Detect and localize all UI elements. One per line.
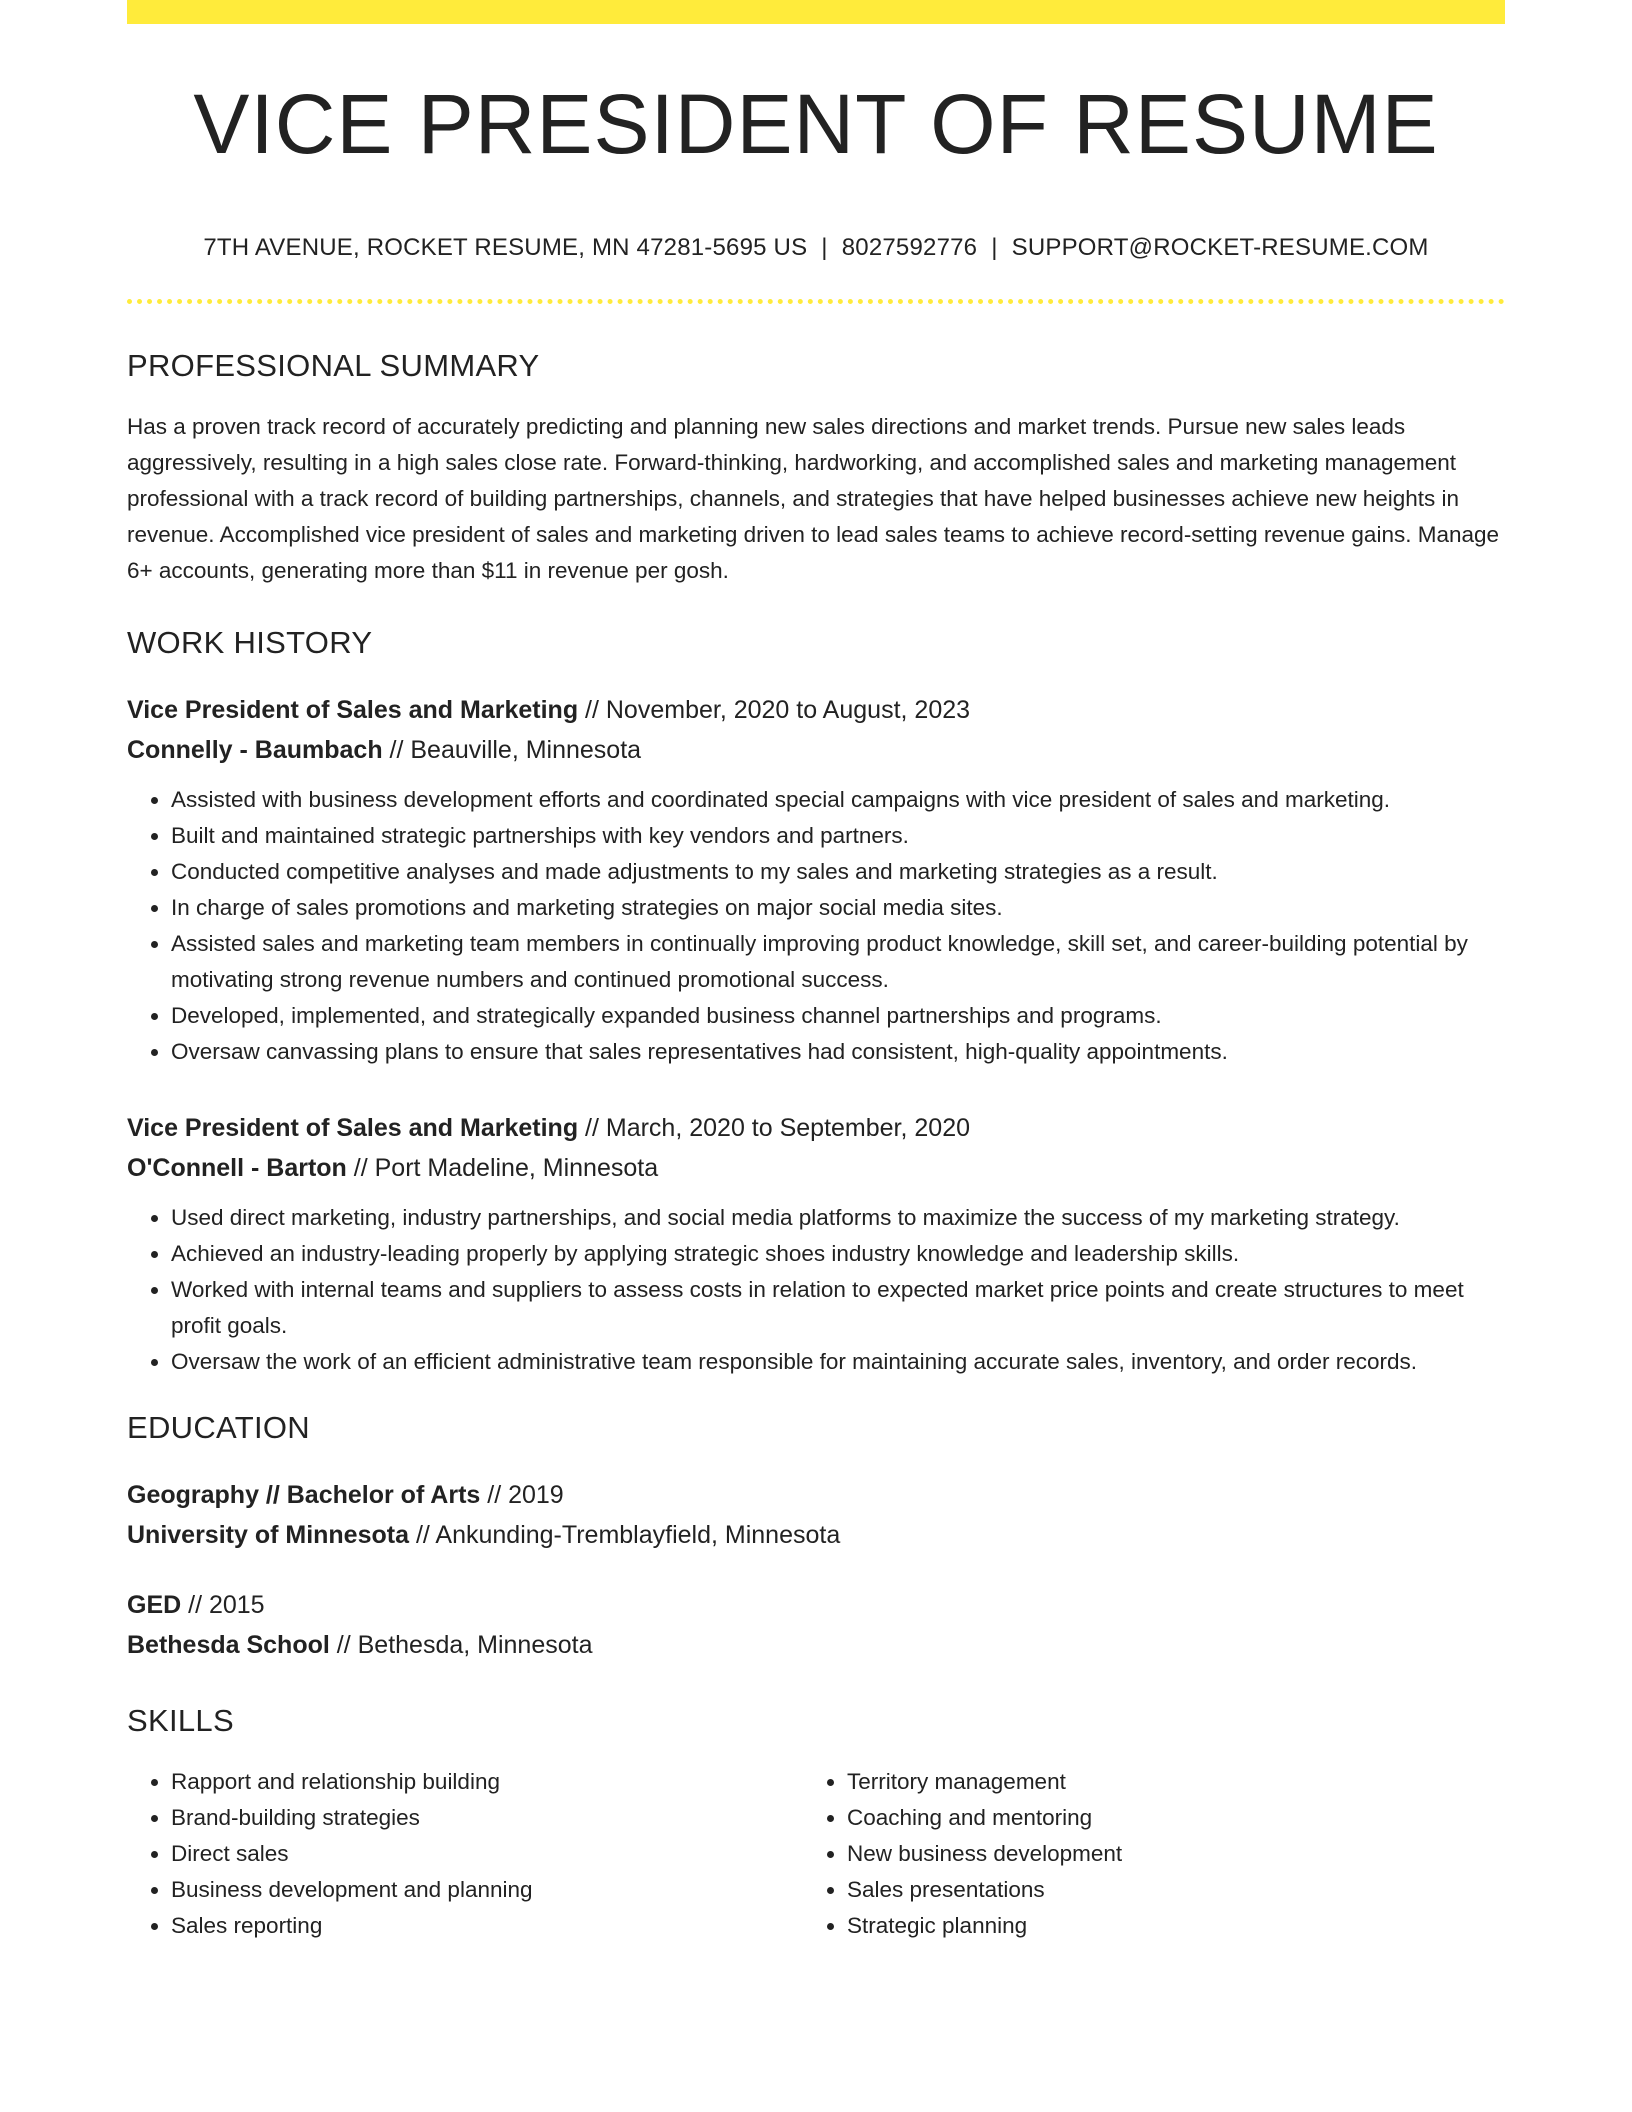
list-item: • New business development [847, 1836, 1479, 1872]
contact-line [127, 236, 1505, 260]
education-entry [127, 1585, 1505, 1665]
education-degree-line [127, 1475, 1505, 1515]
list-item: • Sales presentations [847, 1872, 1479, 1908]
job-company: O'Connell - Barton [127, 1154, 347, 1182]
list-item: • Territory management [847, 1764, 1479, 1800]
job-company: Connelly - Baumbach [127, 736, 383, 764]
list-item: • Brand-building strategies [171, 1800, 803, 1836]
education-degree-line [127, 1585, 1505, 1625]
section-title-summary: PROFESSIONAL SUMMARY [127, 348, 540, 383]
list-item: • Used direct marketing, industry partnerships, and social media platforms to maximize the success of my marketing strategy. [171, 1200, 1505, 1236]
resume-page [127, 0, 1505, 1944]
education-location: // Ankunding-Tremblayfield, Minnesota [409, 1521, 841, 1549]
job-bullets [127, 1200, 1505, 1380]
list-item: • Rapport and relationship building [171, 1764, 803, 1800]
skills-columns [127, 1764, 1505, 1944]
list-item: • Strategic planning [847, 1908, 1479, 1944]
education-location: // Bethesda, Minnesota [329, 1631, 593, 1659]
list-item: • Business development and planning [171, 1872, 803, 1908]
contact-phone: 8027592776 [841, 234, 978, 261]
list-item: • In charge of sales promotions and marketing strategies on major social media sites. [171, 890, 1505, 926]
education-entry [127, 1475, 1505, 1555]
education-degree: GED [127, 1591, 182, 1619]
list-item: • Oversaw canvassing plans to ensure that sales representatives had consistent, high-quality appointments. [171, 1034, 1505, 1070]
job-role: Vice President of Sales and Marketing [127, 1114, 579, 1142]
dotted-divider [127, 299, 1505, 304]
education-degree: Geography // Bachelor of Arts [127, 1481, 481, 1509]
section-title-education: EDUCATION [127, 1410, 310, 1445]
list-item: • Worked with internal teams and suppliers to assess costs in relation to expected market price points and create structures to meet profit goals. [171, 1272, 1505, 1344]
list-item: • Built and maintained strategic partnerships with key vendors and partners. [171, 818, 1505, 854]
education-school: Bethesda School [127, 1631, 330, 1659]
education-year: // 2015 [181, 1591, 265, 1619]
job-role: Vice President of Sales and Marketing [127, 696, 579, 724]
list-item: • Achieved an industry-leading properly by applying strategic shoes industry knowledge and leadership skills. [171, 1236, 1505, 1272]
skills-list-right [803, 1764, 1479, 1944]
section-title-skills: SKILLS [127, 1703, 234, 1738]
candidate-name: VICE PRESIDENT OF RESUME [193, 77, 1439, 171]
job-entry [127, 690, 1505, 1070]
accent-top-bar [127, 0, 1505, 24]
education-school: University of Minnesota [127, 1521, 409, 1549]
list-item: • Sales reporting [171, 1908, 803, 1944]
contact-address: 7TH AVENUE, ROCKET RESUME, MN 47281-5695 US [203, 234, 808, 261]
job-role-line [127, 690, 1505, 730]
education-school-line [127, 1515, 1505, 1555]
list-item: • Conducted competitive analyses and made adjustments to my sales and marketing strategies as a result. [171, 854, 1505, 890]
job-entry [127, 1108, 1505, 1380]
contact-separator: | [991, 234, 998, 261]
job-location: // Beauville, Minnesota [382, 736, 642, 764]
job-company-line [127, 730, 1505, 770]
list-item: • Direct sales [171, 1836, 803, 1872]
job-location: // Port Madeline, Minnesota [346, 1154, 659, 1182]
skills-list-left [127, 1764, 803, 1944]
job-bullets [127, 782, 1505, 1070]
list-item: • Coaching and mentoring [847, 1800, 1479, 1836]
job-dates: // November, 2020 to August, 2023 [578, 696, 971, 724]
list-item: • Assisted with business development efforts and coordinated special campaigns with vice president of sales and marketing. [171, 782, 1505, 818]
education-year: // 2019 [480, 1481, 564, 1509]
list-item: • Assisted sales and marketing team members in continually improving product knowledge, skill set, and career-building potential by motivating strong revenue numbers and continued promotional success. [171, 926, 1505, 998]
list-item: • Oversaw the work of an efficient administrative team responsible for maintaining accurate sales, inventory, and order records. [171, 1344, 1505, 1380]
list-item: • Developed, implemented, and strategically expanded business channel partnerships and programs. [171, 998, 1505, 1034]
job-company-line [127, 1148, 1505, 1188]
section-title-work-history: WORK HISTORY [127, 625, 373, 660]
summary-text: Has a proven track record of accurately predicting and planning new sales directions and market trends. Pursue new sales leads aggressively, resulting in a high sales close rate. Forward-thinking, hardworking, and accomplished sales and marketing management professional with a track record of building partnerships, channels, and strategies that have helped businesses achieve new heights in revenue. Accomplished vice president of sales and marketing driven to lead sales teams to achieve record-setting revenue gains. Manage 6+ accounts, generating more than $11 in revenue per gosh. [127, 414, 1500, 583]
education-school-line [127, 1625, 1505, 1665]
job-dates: // March, 2020 to September, 2020 [578, 1114, 971, 1142]
contact-separator: | [821, 234, 828, 261]
job-role-line [127, 1108, 1505, 1148]
contact-email: SUPPORT@ROCKET-RESUME.COM [1011, 234, 1429, 261]
